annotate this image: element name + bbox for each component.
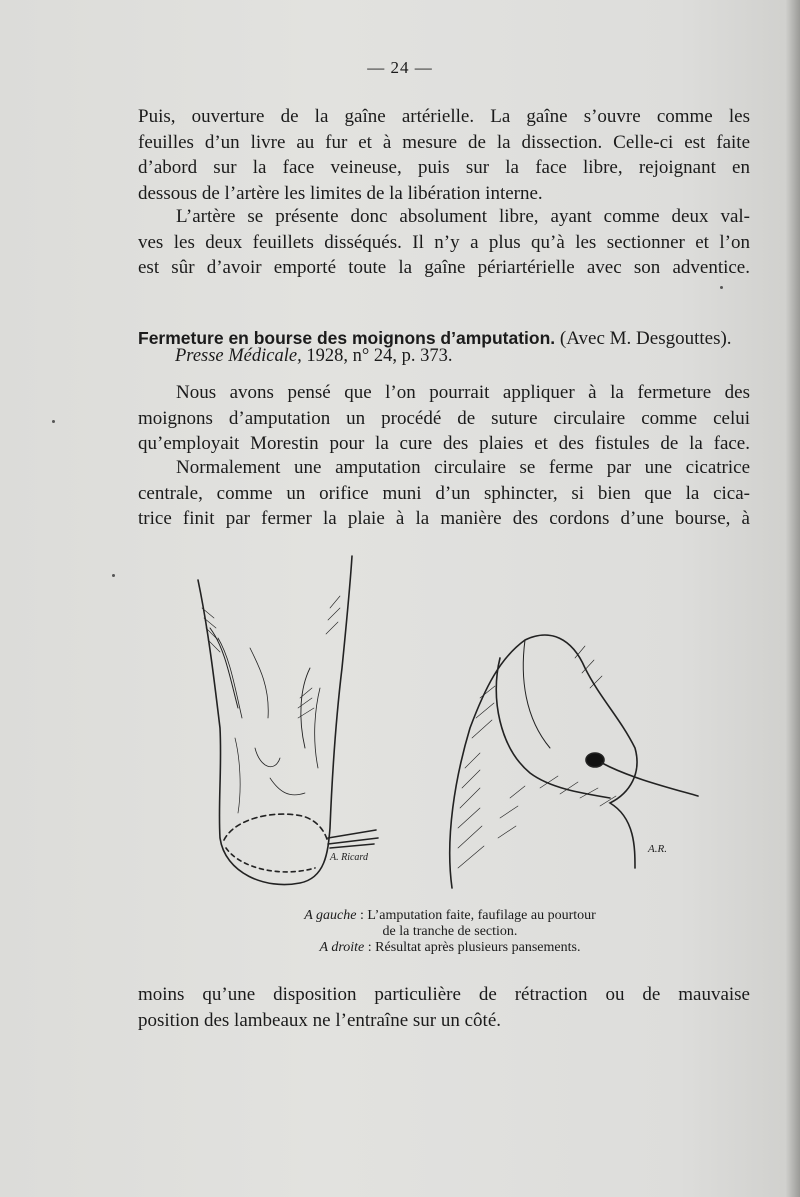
caption-right-text: : Résultat après plusieurs pansements. <box>367 940 581 955</box>
page-edge-shadow <box>786 0 800 1197</box>
caption-left-label: A gauche <box>304 908 357 923</box>
text-line: moins qu’une disposition particulière de rétraction ou de mauvaise <box>138 984 750 1005</box>
text-line: feuilles d’un livre au fur et à mesure de la dissection. Celle-ci est faite <box>138 131 750 153</box>
paper-speck <box>112 574 115 577</box>
text-line: moignons d’amputation un procédé de suture circulaire comme celui <box>138 407 750 429</box>
article-citation <box>175 346 453 367</box>
article-paragraph-1 <box>138 380 750 457</box>
text-line: L’artère se présente donc absolument libre, ayant comme deux val- <box>176 206 750 227</box>
journal-name: Presse Médicale, <box>175 346 302 366</box>
intro-paragraph-1 <box>138 104 750 206</box>
left-signature: A. Ricard <box>330 852 368 863</box>
text-line: position des lambeaux ne l’entraîne sur un côté. <box>138 1009 502 1031</box>
text-line: d’abord sur la face veineuse, puis sur la face libre, rejoignant en <box>138 157 750 178</box>
article-coauthor: (Avec M. Desgouttes). <box>559 328 732 349</box>
article-paragraph-3 <box>138 982 750 1033</box>
caption-right-label: A droite <box>319 940 365 955</box>
text-line: ves les deux feuillets disséqués. Il n’y a plus qu’à les sectionner et l’on <box>138 231 750 253</box>
text-line: dessous de l’artère les limites de la libération interne. <box>138 182 543 204</box>
left-stump-drawing <box>198 556 378 885</box>
text-line: Nous avons pensé que l’on pourrait appliquer à la fermeture des <box>176 382 750 403</box>
page-number: — 24 — <box>367 58 433 77</box>
article-title: Fermeture en bourse des moignons d’amputation. <box>138 328 556 348</box>
text-line: Puis, ouverture de la gaîne artérielle. La gaîne s’ouvre comme les <box>138 106 750 127</box>
text-line: est sûr d’avoir emporté toute la gaîne périartérielle avec son adventice. <box>138 257 750 278</box>
right-signature: A.R. <box>648 843 667 855</box>
paper-speck <box>720 286 723 289</box>
text-line: Normalement une amputation circulaire se ferme par une cicatrice <box>176 457 750 478</box>
amputation-illustration <box>180 548 720 898</box>
journal-reference: 1928, n° 24, p. 373. <box>306 346 453 366</box>
article-paragraph-2 <box>138 455 750 532</box>
stump-drawings <box>180 548 720 898</box>
intro-paragraph-2 <box>138 204 750 281</box>
figure-caption <box>220 908 680 956</box>
text-line: qu’employait Morestin pour la cure des plaies et des fistules de la face. <box>138 433 750 454</box>
caption-line-right <box>220 940 680 956</box>
caption-left-text: : L’amputation faite, faufilage au pourtour <box>359 908 596 923</box>
text-line: centrale, comme un orifice muni d’un sphincter, si bien que la cica- <box>138 482 750 504</box>
caption-line-left <box>220 908 680 924</box>
caption-line-left-2: de la tranche de section. <box>382 924 518 939</box>
paper-speck <box>52 420 55 423</box>
text-line: trice finit par fermer la plaie à la manière des cordons d’une bourse, à <box>138 508 750 529</box>
